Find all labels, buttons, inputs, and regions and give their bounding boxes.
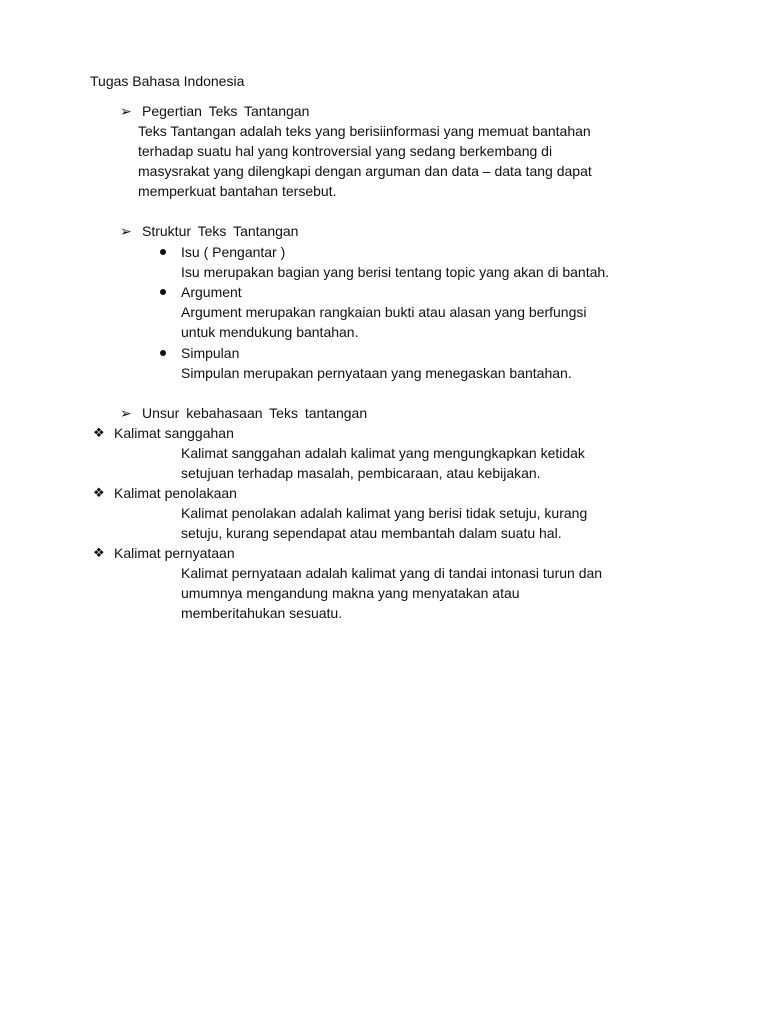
paragraph-line: terhadap suatu hal yang kontroversial yang sedang berkembang di: [138, 143, 553, 159]
list-item-label: Kalimat pernyataan: [114, 545, 235, 561]
arrow-bullet-icon: ➢: [120, 103, 132, 119]
bullet-dot-icon: [160, 249, 166, 255]
bullet-dot-icon: [160, 289, 166, 295]
arrow-bullet-icon: ➢: [120, 405, 132, 421]
list-item-text: untuk mendukung bantahan.: [181, 324, 359, 340]
paragraph-line: masysrakat yang dilengkapi dengan arguman dan data – data tang dapat: [138, 163, 592, 179]
list-item-text: setujuan terhadap masalah, pembicaraan, atau kebijakan.: [181, 465, 541, 481]
list-item-label: Argument: [181, 284, 242, 300]
document-title: Tugas Bahasa Indonesia: [90, 73, 245, 89]
bullet-dot-icon: [160, 350, 166, 356]
paragraph-line: memperkuat bantahan tersebut.: [138, 183, 337, 199]
list-item-label: Kalimat penolakaan: [114, 485, 237, 501]
list-item-label: Kalimat sanggahan: [114, 425, 234, 441]
list-item-label: Isu ( Pengantar ): [181, 244, 286, 260]
list-item-text: Kalimat penolakan adalah kalimat yang berisi tidak setuju, kurang: [181, 505, 588, 521]
section-heading-struktur: Struktur Teks Tantangan: [142, 223, 299, 239]
list-item-text: Simpulan merupakan pernyataan yang menegaskan bantahan.: [181, 365, 572, 381]
list-item-text: memberitahukan sesuatu.: [181, 605, 343, 621]
diamond-bullet-icon: ❖: [93, 425, 105, 440]
list-item-text: setuju, kurang sependapat atau membantah dalam suatu hal.: [181, 525, 562, 541]
section-heading-pengertian: Pegertian Teks Tantangan: [142, 103, 310, 119]
list-item-text: Argument merupakan rangkaian bukti atau alasan yang berfungsi: [181, 304, 587, 320]
arrow-bullet-icon: ➢: [120, 223, 132, 239]
list-item-text: Kalimat sanggahan adalah kalimat yang mengungkapkan ketidak: [181, 445, 585, 461]
list-item-label: Simpulan: [181, 345, 240, 361]
diamond-bullet-icon: ❖: [93, 545, 105, 560]
list-item-text: Isu merupakan bagian yang berisi tentang topic yang akan di bantah.: [181, 264, 610, 280]
section-heading-unsur: Unsur kebahasaan Teks tantangan: [142, 405, 368, 421]
paragraph-line: Teks Tantangan adalah teks yang berisiinformasi yang memuat bantahan: [138, 123, 591, 139]
list-item-text: umumnya mengandung makna yang menyatakan atau: [181, 585, 520, 601]
diamond-bullet-icon: ❖: [93, 485, 105, 500]
list-item-text: Kalimat pernyataan adalah kalimat yang di tandai intonasi turun dan: [181, 565, 603, 581]
